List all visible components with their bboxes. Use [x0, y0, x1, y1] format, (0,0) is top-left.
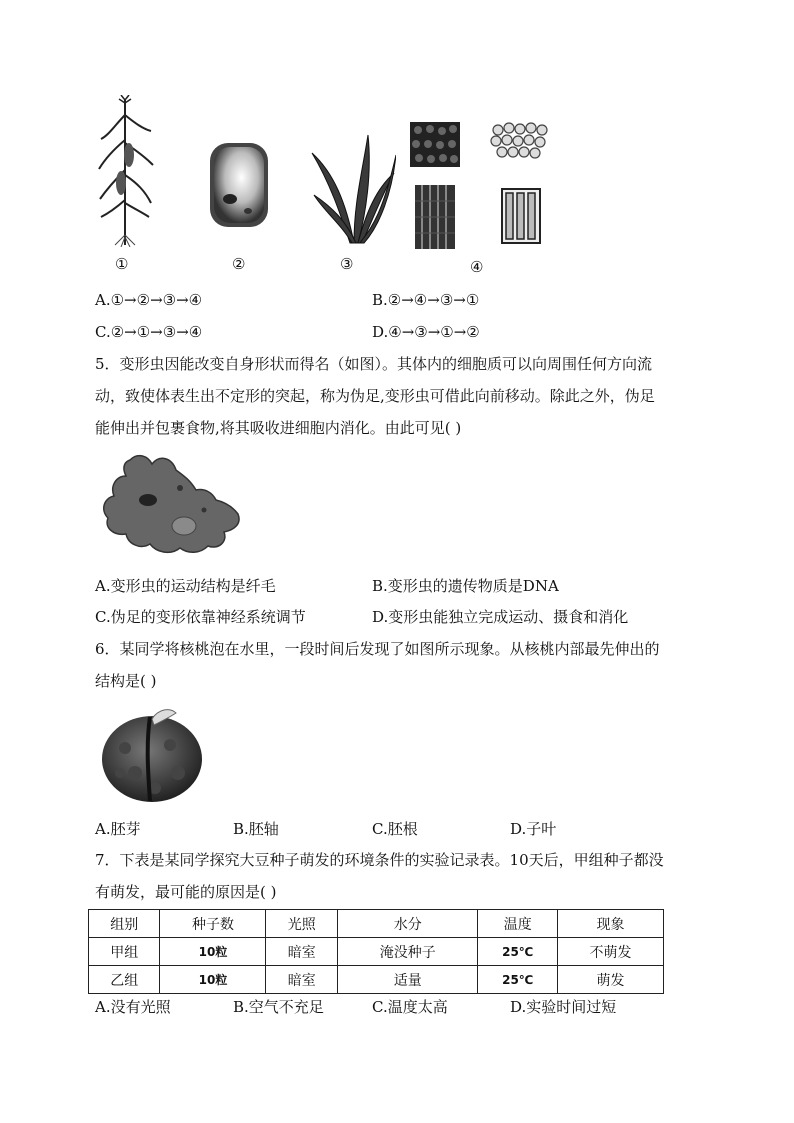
table-cell: 乙组 — [89, 966, 160, 994]
q6-option-b[interactable]: B.胚轴 — [233, 820, 279, 838]
table-header-cell: 组别 — [89, 910, 160, 938]
table-cell: 萌发 — [557, 966, 663, 994]
table-cell: 10粒 — [160, 966, 266, 994]
q6-option-c[interactable]: C.胚根 — [372, 820, 418, 838]
q4-option-c[interactable]: C.②→①→③→④ — [95, 323, 203, 341]
table-cell: 适量 — [337, 966, 478, 994]
q7-option-c[interactable]: C.温度太高 — [372, 998, 448, 1016]
table-header-cell: 水分 — [337, 910, 478, 938]
q7-option-b[interactable]: B.空气不充足 — [233, 998, 324, 1016]
table-cell: 暗室 — [266, 938, 337, 966]
table-cell: 甲组 — [89, 938, 160, 966]
table-header-cell: 现象 — [557, 910, 663, 938]
table-header-row — [89, 910, 664, 938]
q5-option-d[interactable]: D.变形虫能独立完成运动、摄食和消化 — [372, 608, 629, 626]
table-header-cell: 种子数 — [160, 910, 266, 938]
q7-text-line-1: 7．下表是某同学探究大豆种子萌发的环境条件的实验记录表。10天后，甲组种子都没 — [95, 851, 664, 869]
experiment-table — [88, 909, 664, 994]
table-cell: 25℃ — [478, 938, 557, 966]
figure-label-1: ① — [115, 255, 129, 273]
table-cell: 25℃ — [478, 966, 557, 994]
q6-option-a[interactable]: A.胚芽 — [95, 820, 141, 838]
q7-text-line-2: 有萌发，最可能的原因是( ) — [95, 883, 277, 901]
q5-option-a[interactable]: A.变形虫的运动结构是纤毛 — [95, 577, 276, 595]
q5-text-line-1: 5．变形虫因能改变自身形状而得名（如图）。其体内的细胞质可以向周围任何方向流 — [95, 355, 653, 373]
q5-text-line-2: 动，致使体表生出不定形的突起，称为伪足,变形虫可借此向前移动。除此之外，伪足 — [95, 387, 655, 405]
figure-label-4: ④ — [470, 258, 484, 276]
tissue-image-dark — [410, 122, 460, 167]
corn-plant-image — [95, 95, 155, 247]
q6-text-line-1: 6．某同学将核桃泡在水里，一段时间后发现了如图所示现象。从核桃内部最先伸出的 — [95, 640, 660, 658]
table-row — [89, 938, 664, 966]
tissue-image-fibers — [415, 185, 455, 249]
figure-label-3: ③ — [340, 255, 354, 273]
q4-option-d[interactable]: D.④→③→①→② — [372, 323, 480, 341]
tissue-image-vessels — [500, 187, 542, 245]
amoeba-image — [100, 450, 242, 556]
q5-option-c[interactable]: C.伪足的变形依靠神经系统调节 — [95, 608, 306, 626]
q6-option-d[interactable]: D.子叶 — [510, 820, 557, 838]
plant-cell-image — [208, 141, 270, 229]
q7-option-d[interactable]: D.实验时间过短 — [510, 998, 617, 1016]
table-cell: 10粒 — [160, 938, 266, 966]
table-cell: 不萌发 — [557, 938, 663, 966]
leaf-image — [310, 133, 396, 246]
q5-text-line-3: 能伸出并包裹食物,将其吸收进细胞内消化。由此可见( ) — [95, 419, 462, 437]
figure-label-2: ② — [232, 255, 246, 273]
q5-option-b[interactable]: B.变形虫的遗传物质是DNA — [372, 577, 559, 595]
table-cell: 暗室 — [266, 966, 337, 994]
q4-option-a[interactable]: A.①→②→③→④ — [95, 291, 203, 309]
q6-text-line-2: 结构是( ) — [95, 672, 157, 690]
walnut-image — [100, 703, 206, 803]
table-row — [89, 966, 664, 994]
table-header-cell: 温度 — [478, 910, 557, 938]
q4-option-b[interactable]: B.②→④→③→① — [372, 291, 480, 309]
tissue-image-cells — [490, 120, 550, 162]
table-header-cell: 光照 — [266, 910, 337, 938]
table-cell: 淹没种子 — [337, 938, 478, 966]
q7-option-a[interactable]: A.没有光照 — [95, 998, 171, 1016]
